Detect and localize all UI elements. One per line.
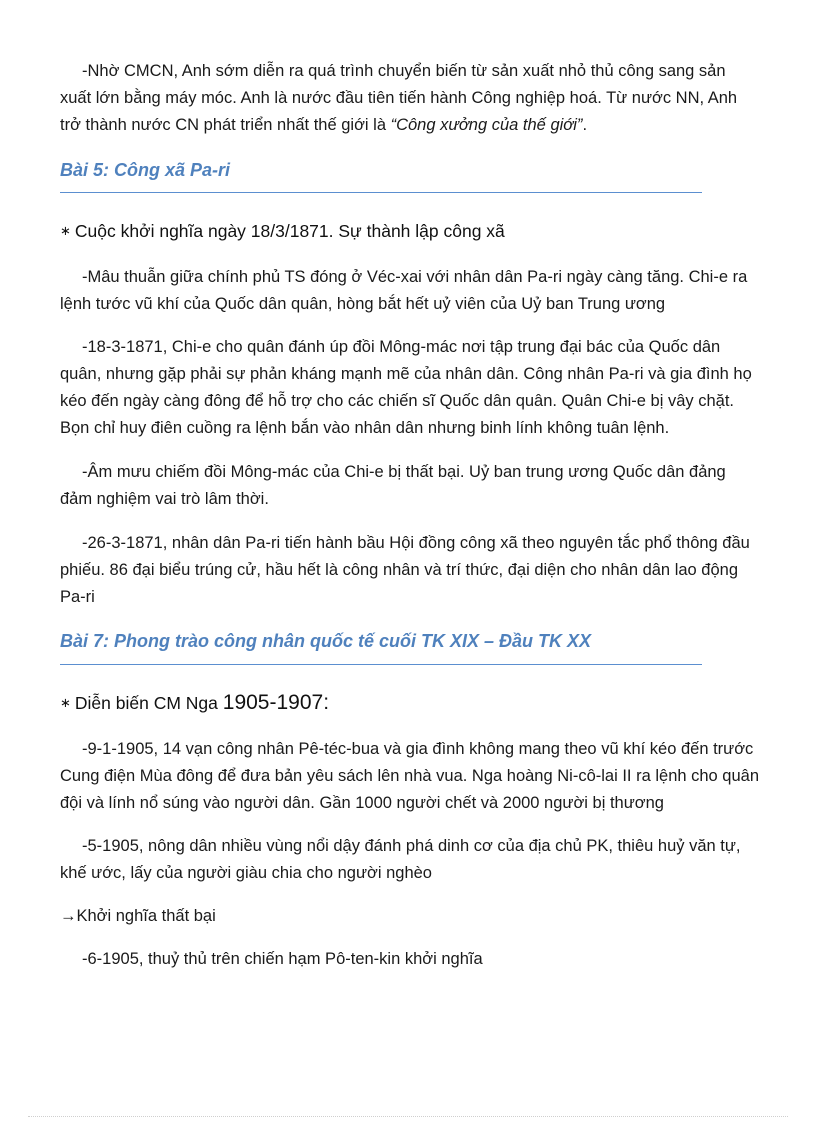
- asterisk-icon: ∗: [60, 223, 71, 238]
- section-7-subheading-year: 1905-1907:: [222, 691, 330, 714]
- asterisk-icon: ∗: [60, 695, 71, 710]
- section-5-paragraph: -Âm mưu chiếm đồi Mông-mác của Chi-e bị thất bại. Uỷ ban trung ương Quốc dân đảng đảm nghiệm vai trò lâm thời.: [60, 463, 726, 508]
- result-line: →Khởi nghĩa thất bại: [60, 907, 216, 925]
- intro-text: -Nhờ CMCN, Anh sớm diễn ra quá trình chuyển biến từ sản xuất nhỏ thủ công sang sản xuất lớn bằng máy móc. Anh là nước đầu tiên tiến hành Công nghiệp hoá. Từ nước NN, Anh trở thành nước CN phát triển nhất thế giới là: [60, 62, 738, 134]
- section-5-subheading: [60, 218, 505, 246]
- section-7-subheading: [60, 690, 329, 718]
- section-5-paragraph: -Mâu thuẫn giữa chính phủ TS đóng ở Véc-xai với nhân dân Pa-ri ngày càng tăng. Chi-e ra lệnh tước vũ khí của Quốc dân quân, hòng bắt hết uỷ viên của Uỷ ban Trung ương: [60, 268, 748, 313]
- section-7-paragraph: -6-1905, thuỷ thủ trên chiến hạm Pô-ten-kin khởi nghĩa: [82, 950, 483, 968]
- section-7-divider: [60, 664, 702, 665]
- intro-text-end: .: [582, 116, 588, 134]
- footer-divider: [28, 1116, 788, 1117]
- intro-paragraph: [60, 58, 760, 139]
- section-5-title: Bài 5: Công xã Pa-ri: [60, 160, 231, 180]
- section-7-title: Bài 7: Phong trào công nhân quốc tế cuối TK XIX – Đầu TK XX: [60, 631, 592, 651]
- section-5-divider: [60, 192, 702, 193]
- section-7-paragraph: -9-1-1905, 14 vạn công nhân Pê-téc-bua và gia đình không mang theo vũ khí kéo đến trước Cung điện Mùa đông để đưa bản yêu sách lên nhà vua. Nga hoàng Ni-cô-lai II ra lệnh cho quân đội và lính nổ súng vào người dân. Gần 1000 người chết và 2000 người bị thương: [60, 740, 760, 812]
- section-5-paragraph: -18-3-1871, Chi-e cho quân đánh úp đồi Mông-mác nơi tập trung đại bác của Quốc dân quân, nhưng gặp phải sự phản kháng mạnh mẽ của nhân dân. Công nhân Pa-ri và gia đình họ kéo đến ngày càng đông để hỗ trợ cho các chiến sĩ Quốc dân quân. Quân Chi-e bị vây chặt. Bọn chỉ huy điên cuồng ra lệnh bắn vào nhân dân nhưng binh lính không tuân lệnh.: [60, 338, 752, 437]
- section-5-paragraph: -26-3-1871, nhân dân Pa-ri tiến hành bầu Hội đồng công xã theo nguyên tắc phổ thông đầu phiếu. 86 đại biểu trúng cử, hầu hết là công nhân và trí thức, đại diện cho nhân dân lao động Pa-ri: [60, 534, 750, 606]
- section-7-paragraph: -5-1905, nông dân nhiều vùng nổi dậy đánh phá dinh cơ của địa chủ PK, thiêu huỷ văn tự, khế ước, lấy của người giàu chia cho người nghèo: [60, 837, 741, 882]
- section-5-subheading-text: Cuộc khởi nghĩa ngày 18/3/1871. Sự thành lập công xã: [74, 221, 505, 241]
- section-7-subheading-text: Diễn biến CM Nga: [74, 693, 223, 713]
- intro-quote: “Công xưởng của thế giới”: [390, 116, 583, 134]
